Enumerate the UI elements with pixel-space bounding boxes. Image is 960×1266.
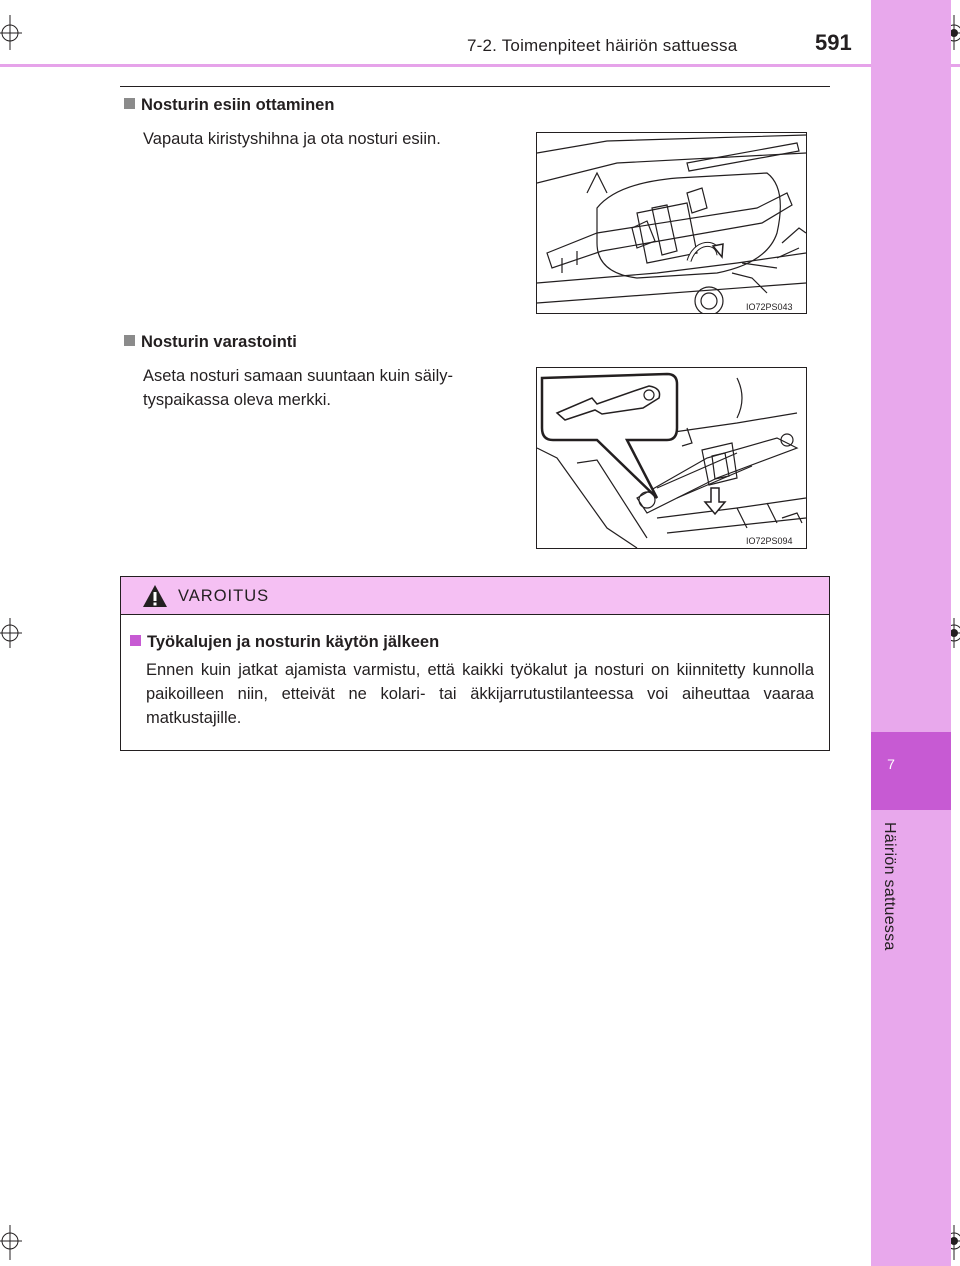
page-number: 591 [815,30,852,55]
section-heading-text: Nosturin esiin ottaminen [141,96,335,114]
chapter-number: 7 [887,756,895,772]
chapter-title-vertical: Häiriön sattuessa [881,822,898,951]
section-text-line: tyspaikassa oleva merkki. [143,391,331,409]
jack-storage-illustration [537,368,806,548]
heading-marker-icon [124,335,135,346]
chapter-side-tab [871,0,951,1266]
figure-label: IO72PS094 [746,536,793,546]
warning-heading [130,633,439,652]
section-text-jack-storage [143,364,453,412]
warning-title: VAROITUS [178,587,270,605]
warning-marker-icon [130,635,141,646]
figure-jack-removal [536,132,807,314]
section-heading-jack-removal [124,96,334,115]
section-heading-jack-storage [124,333,297,352]
header-section-title: 7-2. Toimenpiteet häiriön sattuessa [467,36,738,55]
section-heading-text: Nosturin varastointi [141,333,297,351]
figure-jack-storage [536,367,807,549]
heading-marker-icon [124,98,135,109]
warning-heading-text: Työkalujen ja nosturin käytön jälkeen [147,633,440,651]
warning-triangle-icon [142,584,168,608]
section-text-jack-removal: Vapauta kiristyshihna ja ota nosturi esiin. [143,130,441,148]
warning-text: Ennen kuin jatkat ajamista varmistu, että kaikki työkalut ja nosturi on kiinnitetty kunnolla paikoilleen niin, etteivät ne kolari- tai äkkijarrutustilanteessa voi aiheuttaa vaaraa matkustajille. [146,661,814,727]
figure-label: IO72PS043 [746,302,793,312]
section-text-line: Aseta nosturi samaan suuntaan kuin säily- [143,367,454,385]
jack-removal-illustration [537,133,806,313]
